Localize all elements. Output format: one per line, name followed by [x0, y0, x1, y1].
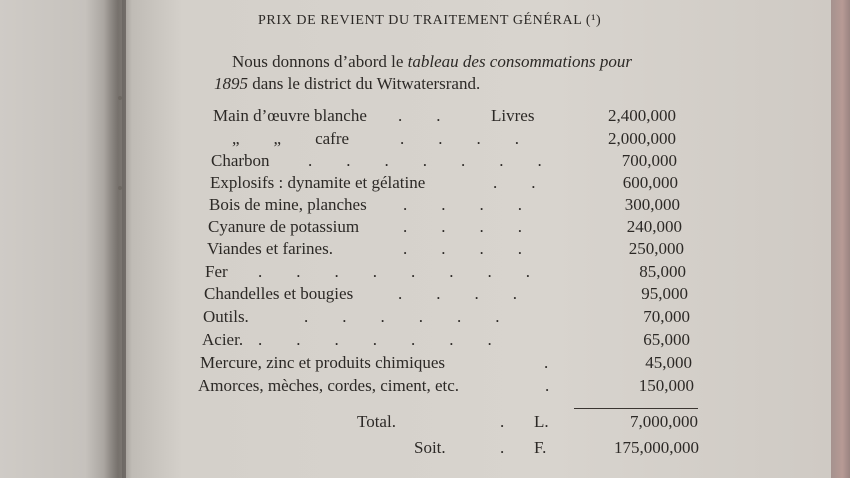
row-value: 95,000 — [641, 284, 688, 303]
row-leader: . — [544, 353, 549, 372]
row-leader: . — [500, 438, 505, 457]
row-value: 70,000 — [643, 307, 690, 326]
row-label: Viandes et farines. — [207, 239, 333, 258]
row-value: 45,000 — [645, 353, 692, 372]
row-leader: . . . . — [403, 195, 522, 214]
intro-year: 1895 — [214, 74, 248, 93]
table-row — [0, 106, 850, 128]
row-value: 250,000 — [628, 239, 684, 258]
row-label: Amorces, mèches, cordes, ciment, etc. — [198, 376, 460, 395]
table-row — [0, 353, 850, 375]
table-row — [0, 284, 850, 306]
table-row — [0, 376, 850, 398]
row-leader: . . — [398, 106, 441, 125]
row-label: Main d’œuvre blanche — [213, 106, 367, 125]
row-value: 300,000 — [624, 195, 680, 214]
row-value: 150,000 — [638, 376, 694, 395]
row-label: Explosifs : dynamite et gélatine — [210, 173, 426, 192]
table-row — [0, 129, 850, 151]
row-leader: . — [545, 376, 550, 395]
soit-label: Soit. — [414, 438, 446, 457]
row-label: Acier. — [202, 330, 244, 349]
total-value: 7,000,000 — [630, 412, 698, 431]
table-row — [0, 330, 850, 352]
page-heading: PRIX DE REVIENT DU TRAITEMENT GÉNÉRAL (¹) — [258, 13, 602, 28]
row-label: Fer — [205, 262, 228, 281]
table-row — [0, 239, 850, 261]
total-row — [0, 412, 850, 434]
row-label: „ „ cafre — [232, 129, 350, 148]
table-row — [0, 151, 850, 173]
row-value: 700,000 — [621, 151, 677, 170]
row-leader: . . . . . . . — [308, 151, 542, 170]
total-unit: L. — [534, 412, 549, 431]
row-leader: . . . . . . — [304, 307, 500, 326]
row-leader: . — [500, 412, 505, 431]
total-label: Total. — [357, 412, 396, 431]
row-value: 2,400,000 — [608, 106, 676, 125]
table-row — [0, 173, 850, 195]
row-label: Bois de mine, planches — [209, 195, 367, 214]
soit-unit: F. — [534, 438, 547, 457]
intro-italic: tableau des consommations pour — [407, 52, 632, 71]
intro-line-1 — [232, 52, 632, 72]
row-value: 240,000 — [626, 217, 682, 236]
soit-row — [0, 438, 850, 460]
row-label: Charbon — [211, 151, 270, 170]
row-value: 2,000,000 — [608, 129, 676, 148]
soit-value: 175,000,000 — [614, 438, 699, 457]
table-row — [0, 217, 850, 239]
total-rule — [574, 408, 698, 409]
row-leader: . . . . — [403, 217, 522, 236]
row-value: 600,000 — [622, 173, 678, 192]
table-row — [0, 262, 850, 284]
row-leader: . . — [493, 173, 536, 192]
table-row — [0, 307, 850, 329]
row-label: Mercure, zinc et produits chimiques — [200, 353, 446, 372]
table-row — [0, 195, 850, 217]
row-value: 65,000 — [643, 330, 690, 349]
row-leader: . . . . — [400, 129, 519, 148]
row-label: Outils. — [203, 307, 249, 326]
row-leader: . . . . . . . . — [258, 262, 530, 281]
row-leader: . . . . — [403, 239, 522, 258]
intro-text: dans le district du Witwatersrand. — [248, 74, 481, 93]
unit-header: Livres — [491, 106, 535, 125]
row-leader: . . . . . . . — [258, 330, 492, 349]
binding-thread — [118, 96, 122, 100]
row-label: Chandelles et bougies — [204, 284, 354, 303]
intro-line-2 — [214, 74, 480, 94]
row-leader: . . . . — [398, 284, 517, 303]
row-value: 85,000 — [639, 262, 686, 281]
intro-text: Nous donnons d’abord le — [232, 52, 408, 71]
row-label: Cyanure de potassium — [208, 217, 360, 236]
